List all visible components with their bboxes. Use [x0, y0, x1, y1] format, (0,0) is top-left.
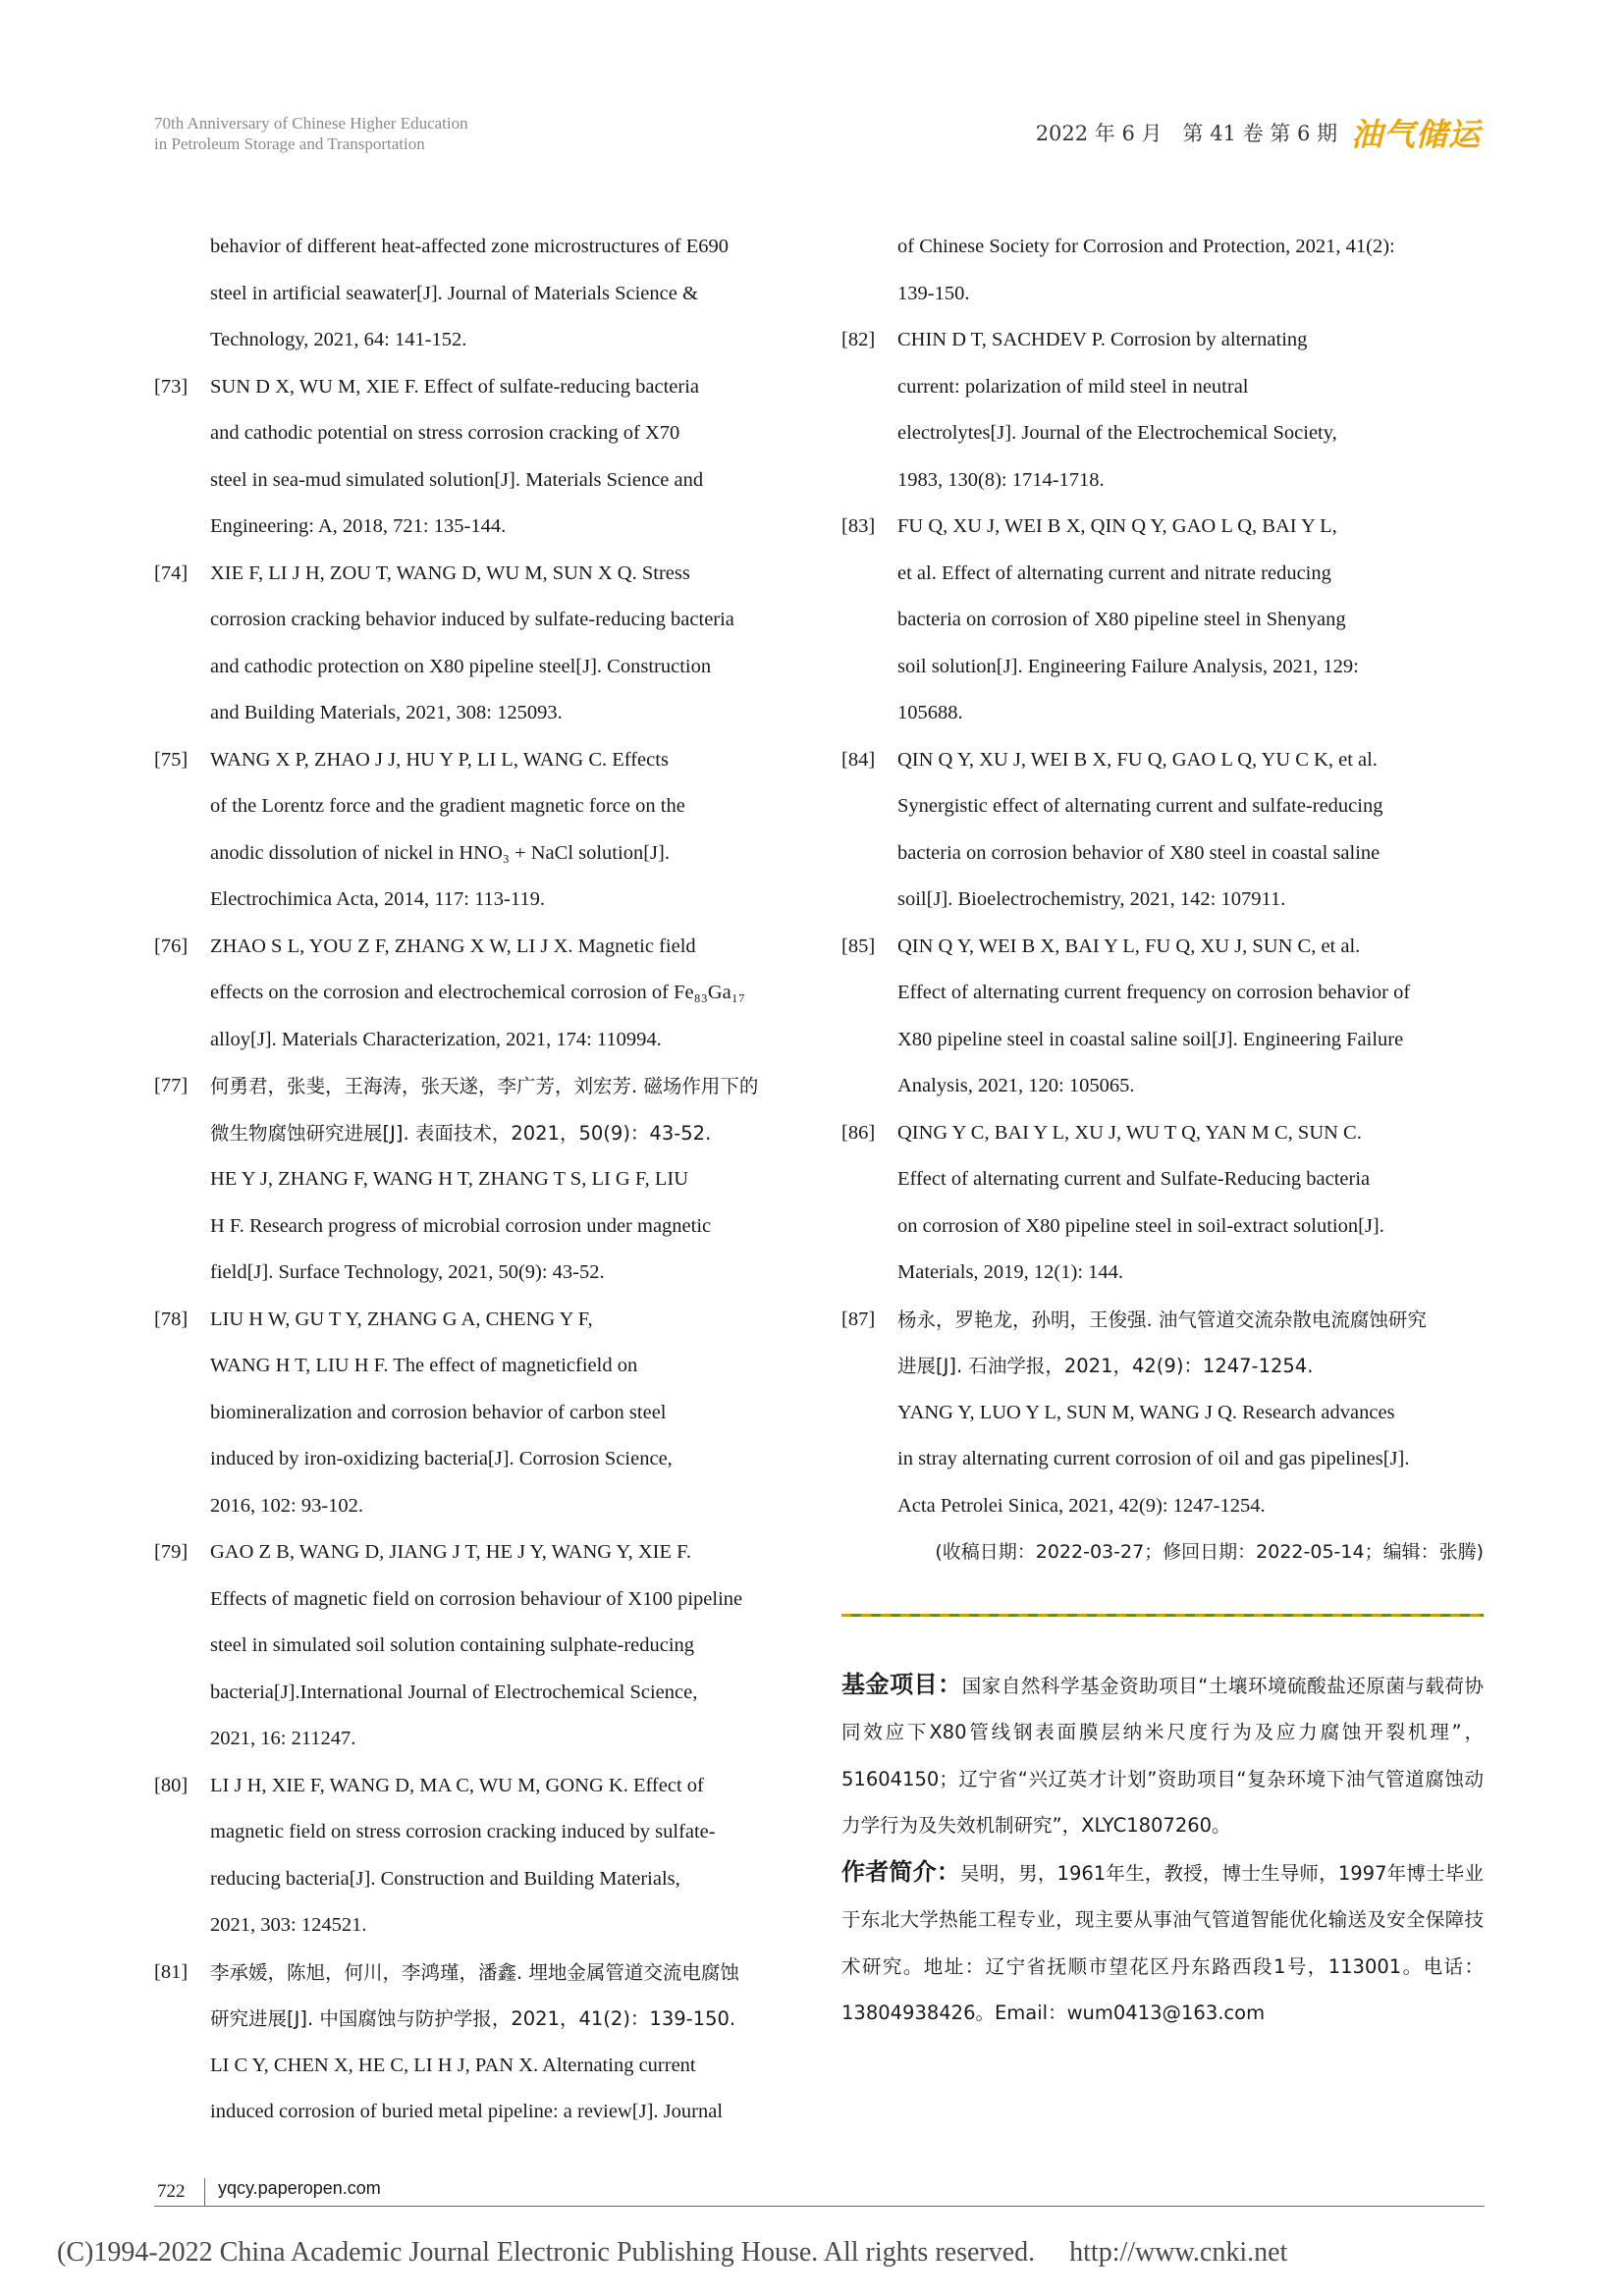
page-number: 722 [157, 2181, 186, 2202]
fund-label: 基金项目： [841, 1670, 962, 1698]
reference-entry [841, 224, 1484, 317]
reference-number: [87] [841, 1308, 876, 1330]
reference-number: [78] [154, 1308, 189, 1330]
reference-line: Materials, 2019, 12(1): 144. [897, 1261, 1124, 1283]
section-divider [841, 1614, 1484, 1617]
reference-line: bacteria on corrosion of X80 pipeline steel in Shenyang [897, 609, 1346, 630]
fund-info [841, 1662, 1484, 1849]
reference-line: Electrochimica Acta, 2014, 117: 113-119. [210, 888, 546, 910]
reference-line: LI C Y, CHEN X, HE C, LI H J, PAN X. Alternating current [210, 2054, 696, 2076]
reference-line: 李承媛，陈旭，何川，李鸿瑾，潘鑫. 埋地金属管道交流电腐蚀 [210, 1960, 739, 1984]
reference-line: CHIN D T, SACHDEV P. Corrosion by alternating [897, 329, 1308, 350]
reference-line: et al. Effect of alternating current and nitrate reducing [897, 561, 1331, 584]
reference-entry [154, 224, 798, 364]
footer-rule [154, 2206, 1485, 2207]
reference-line: QING Y C, BAI Y L, XU J, WU T Q, YAN M C, SUN C. [897, 1121, 1362, 1144]
reference-entry [154, 924, 798, 1064]
reference-line: 2016, 102: 93-102. [210, 1494, 364, 1517]
reference-line: field[J]. Surface Technology, 2021, 50(9): 43-52. [210, 1261, 605, 1283]
reference-line: YANG Y, LUO Y L, SUN M, WANG J Q. Research advances [897, 1401, 1395, 1423]
reference-line: 杨永，罗艳龙，孙明，王俊强. 油气管道交流杂散电流腐蚀研究 [897, 1308, 1427, 1331]
journal-website[interactable]: yqcy.paperopen.com [218, 2178, 381, 2198]
reference-line: GAO Z B, WANG D, JIANG J T, HE J Y, WANG Y, XIE F. [210, 1541, 691, 1563]
left-column [154, 224, 798, 2136]
author-info [841, 1849, 1484, 2037]
reference-line: 2021, 303: 124521. [210, 1914, 367, 1936]
reference-line: Synergistic effect of alternating current and sulfate-reducing [897, 795, 1383, 817]
reference-line: QIN Q Y, XU J, WEI B X, FU Q, GAO L Q, YU C K, et al. [897, 748, 1378, 771]
running-header [154, 113, 468, 154]
reference-line: HE Y J, ZHANG F, WANG H T, ZHANG T S, LI G F, LIU [210, 1168, 689, 1190]
reference-entry [841, 924, 1484, 1110]
reference-number: [83] [841, 515, 876, 537]
reference-entry [841, 737, 1484, 924]
running-header-line1: 70th Anniversary of Chinese Higher Education [154, 114, 468, 133]
running-header-line2: in Petroleum Storage and Transportation [154, 134, 425, 153]
reference-entry [841, 1297, 1484, 1530]
reference-number: [80] [154, 1774, 189, 1796]
reference-number: [82] [841, 329, 876, 350]
reference-line: FU Q, XU J, WEI B X, QIN Q Y, GAO L Q, BAI Y L, [897, 515, 1337, 537]
reference-line: Effect of alternating current frequency on corrosion behavior of [897, 982, 1411, 1003]
reference-line: QIN Q Y, WEI B X, BAI Y L, FU Q, XU J, SUN C, et al. [897, 934, 1361, 957]
reference-number: [79] [154, 1541, 189, 1563]
journal-logo: 油气储运 [1350, 116, 1481, 153]
reference-line: Engineering: A, 2018, 721: 135-144. [210, 515, 507, 537]
copyright-notice: (C)1994-2022 China Academic Journal Electronic Publishing House. All rights reserved. http://www.cnki.net [57, 2237, 1288, 2268]
received-dates: (收稿日期：2022-03-27；修回日期：2022-05-14；编辑：张腾) [935, 1541, 1484, 1563]
reference-line: reducing bacteria[J]. Construction and Building Materials, [210, 1867, 680, 1890]
author-text: 吴明，男，1961年生，教授，博士生导师，1997年博士毕业于东北大学热能工程专业，现主要从事油气管道智能优化输送及安全保障技术研究。地址：辽宁省抚顺市望花区丹东路西段1号，113001。电话：13804938426。Email：wum0413@163.com [841, 1861, 1484, 2024]
reference-line: steel in simulated soil solution containing sulphate-reducing [210, 1634, 695, 1656]
reference-number: [86] [841, 1121, 876, 1144]
reference-entry [154, 1063, 798, 1297]
reference-line: and Building Materials, 2021, 308: 125093. [210, 702, 563, 723]
reference-number: [85] [841, 934, 876, 957]
reference-entry [154, 1297, 798, 1530]
reference-line: in stray alternating current corrosion of oil and gas pipelines[J]. [897, 1448, 1410, 1469]
reference-line: LI J H, XIE F, WANG D, MA C, WU M, GONG K. Effect of [210, 1774, 704, 1796]
reference-entry [154, 1763, 798, 1949]
reference-line: on corrosion of X80 pipeline steel in soil-extract solution[J]. [897, 1214, 1384, 1237]
footer-divider [204, 2178, 205, 2206]
reference-entry [154, 1529, 798, 1763]
reference-line: Effect of alternating current and Sulfate-Reducing bacteria [897, 1168, 1371, 1190]
reference-line: XIE F, LI J H, ZOU T, WANG D, WU M, SUN X Q. Stress [210, 561, 690, 584]
reference-line: 研究进展[J]. 中国腐蚀与防护学报，2021，41(2)：139-150. [210, 2007, 736, 2030]
reference-line: induced by iron-oxidizing bacteria[J]. Corrosion Science, [210, 1448, 673, 1469]
reference-line: 1983, 130(8): 1714-1718. [897, 468, 1105, 491]
reference-entry [154, 1949, 798, 2136]
reference-line: current: polarization of mild steel in neutral [897, 375, 1249, 398]
reference-number: [84] [841, 748, 876, 771]
reference-line: electrolytes[J]. Journal of the Electrochemical Society, [897, 422, 1337, 444]
reference-line: 进展[J]. 石油学报，2021，42(9)：1247-1254. [897, 1355, 1314, 1377]
reference-line: induced corrosion of buried metal pipeline: a review[J]. Journal [210, 2101, 724, 2122]
fund-text: 国家自然科学基金资助项目“土壤环境硫酸盐还原菌与载荷协同效应下X80管线钢表面膜层纳米尺度行为及应力腐蚀开裂机理”，51604150；辽宁省“兴辽英才计划”资助项目“复杂环境下油气管道腐蚀动力学行为及失效机制研究”，XLYC1807260。 [841, 1674, 1485, 1837]
reference-entry [154, 364, 798, 551]
reference-line: ZHAO S L, YOU Z F, ZHANG X W, LI J X. Magnetic field [210, 934, 696, 957]
reference-line: soil[J]. Bioelectrochemistry, 2021, 142: 107911. [897, 888, 1286, 910]
reference-number: [81] [154, 1960, 189, 1983]
reference-entry [154, 737, 798, 924]
issue-header [1036, 110, 1481, 155]
reference-line: of the Lorentz force and the gradient magnetic force on the [210, 795, 685, 817]
reference-line: X80 pipeline steel in coastal saline soil[J]. Engineering Failure [897, 1028, 1404, 1050]
reference-line: magnetic field on stress corrosion cracking induced by sulfate- [210, 1821, 716, 1842]
reference-line: steel in artificial seawater[J]. Journal of Materials Science & [210, 282, 698, 304]
reference-line: SUN D X, WU M, XIE F. Effect of sulfate-reducing bacteria [210, 375, 699, 398]
reference-line: Analysis, 2021, 120: 105065. [897, 1075, 1135, 1096]
reference-number: [75] [154, 748, 189, 771]
reference-line: effects on the corrosion and electrochemical corrosion of Fe₈₃Ga₁₇ [210, 982, 746, 1003]
reference-line: 2021, 16: 211247. [210, 1728, 356, 1749]
author-label: 作者简介： [841, 1857, 961, 1886]
right-column [841, 224, 1484, 2037]
reference-line: of Chinese Society for Corrosion and Protection, 2021, 41(2): [897, 236, 1395, 257]
reference-number: [73] [154, 375, 189, 398]
reference-line: 105688. [897, 702, 963, 723]
reference-entry [841, 1110, 1484, 1297]
right-reference-list [841, 224, 1484, 1529]
reference-number: [76] [154, 934, 189, 957]
reference-entry [154, 551, 798, 737]
reference-line: LIU H W, GU T Y, ZHANG G A, CHENG Y F, [210, 1308, 593, 1330]
reference-line: behavior of different heat-affected zone microstructures of E690 [210, 236, 730, 257]
reference-line: Effects of magnetic field on corrosion behaviour of X100 pipeline [210, 1587, 743, 1610]
reference-line: corrosion cracking behavior induced by sulfate-reducing bacteria [210, 609, 734, 630]
reference-line: bacteria on corrosion behavior of X80 steel in coastal saline [897, 841, 1380, 864]
issue-info: 2022 年 6 月 第 41 卷 第 6 期 [1035, 122, 1337, 145]
reference-entry [841, 504, 1484, 737]
reference-line: WANG H T, LIU H F. The effect of magneticfield on [210, 1355, 638, 1376]
reference-line: and cathodic potential on stress corrosion cracking of X70 [210, 422, 680, 444]
reference-line: steel in sea-mud simulated solution[J]. Materials Science and [210, 468, 704, 491]
reference-line: WANG X P, ZHAO J J, HU Y P, LI L, WANG C. Effects [210, 748, 669, 771]
reference-line: soil solution[J]. Engineering Failure Analysis, 2021, 129: [897, 655, 1359, 677]
reference-line: 微生物腐蚀研究进展[J]. 表面技术，2021，50(9)：43-52. [210, 1121, 712, 1145]
reference-line: bacteria[J].International Journal of Electrochemical Science, [210, 1681, 698, 1703]
reference-line: anodic dissolution of nickel in HNO₃ + NaCl solution[J]. [210, 841, 670, 864]
reference-line: 139-150. [897, 282, 970, 304]
reference-line: 何勇君，张斐，王海涛，张天遂，李广芳，刘宏芳. 磁场作用下的 [210, 1075, 759, 1097]
reference-line: H F. Research progress of microbial corrosion under magnetic [210, 1214, 712, 1237]
reference-line: and cathodic protection on X80 pipeline steel[J]. Construction [210, 655, 712, 677]
reference-line: alloy[J]. Materials Characterization, 2021, 174: 110994. [210, 1028, 662, 1050]
reference-line: Technology, 2021, 64: 141-152. [210, 329, 467, 350]
reference-number: [74] [154, 561, 189, 584]
reference-line: Acta Petrolei Sinica, 2021, 42(9): 1247-1254. [897, 1494, 1266, 1517]
reference-number: [77] [154, 1075, 189, 1096]
reference-line: biomineralization and corrosion behavior of carbon steel [210, 1401, 667, 1423]
reference-entry [841, 317, 1484, 504]
